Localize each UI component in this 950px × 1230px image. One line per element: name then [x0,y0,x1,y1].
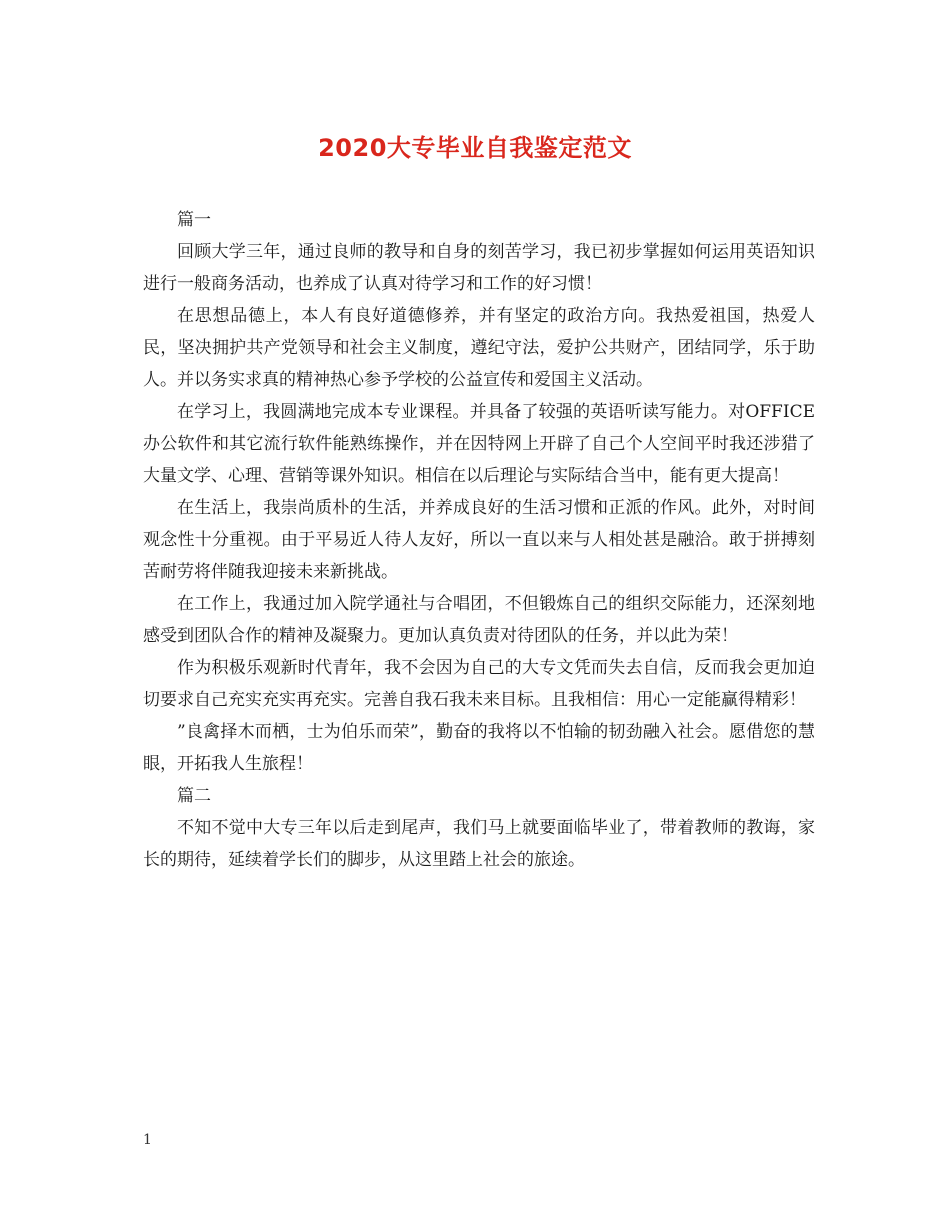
paragraph: 在工作上，我通过加入院学通社与合唱团，不但锻炼自己的组织交际能力，还深刻地感受到团队合作的精神及凝聚力。更加认真负责对待团队的任务，并以此为荣！ [143,594,815,646]
document-title: 2020大专毕业自我鉴定范文 [318,134,632,162]
paragraph: 在生活上，我崇尚质朴的生活，并养成良好的生活习惯和正派的作风。此外，对时间观念性十分重视。由于平易近人待人友好，所以一直以来与人相处甚是融洽。敢于拼搏刻苦耐劳将伴随我迎接未来新挑战。 [143,498,815,582]
section-heading-2: 篇二 [177,786,211,806]
paragraph: 在学习上，我圆满地完成本专业课程。并具备了较强的英语听读写能力。对OFFICE办公软件和其它流行软件能熟练操作，并在因特网上开辟了自己个人空间平时我还涉猎了大量文学、心理、营销等课外知识。相信在以后理论与实际结合当中，能有更大提高！ [143,402,815,486]
paragraph: 不知不觉中大专三年以后走到尾声，我们马上就要面临毕业了，带着教师的教诲，家长的期待，延续着学长们的脚步，从这里踏上社会的旅途。 [143,818,815,870]
paragraph: 在思想品德上，本人有良好道德修养，并有坚定的政治方向。我热爱祖国，热爱人民，坚决拥护共产党领导和社会主义制度，遵纪守法，爱护公共财产，团结同学，乐于助人。并以务实求真的精神热心参予学校的公益宣传和爱国主义活动。 [143,306,815,390]
paragraph: 回顾大学三年，通过良师的教导和自身的刻苦学习，我已初步掌握如何运用英语知识进行一般商务活动，也养成了认真对待学习和工作的好习惯！ [143,242,815,294]
section-heading-1: 篇一 [177,210,211,230]
document-body [143,204,815,876]
paragraph: 作为积极乐观新时代青年，我不会因为自己的大专文凭而失去自信，反而我会更加迫切要求自己充实充实再充实。完善自我石我未来目标。且我相信：用心一定能赢得精彩！ [143,658,815,710]
paragraph: ”良禽择木而栖，士为伯乐而荣”，勤奋的我将以不怕输的韧劲融入社会。愿借您的慧眼，开拓我人生旅程！ [143,722,815,774]
page-number: 1 [143,1132,152,1148]
